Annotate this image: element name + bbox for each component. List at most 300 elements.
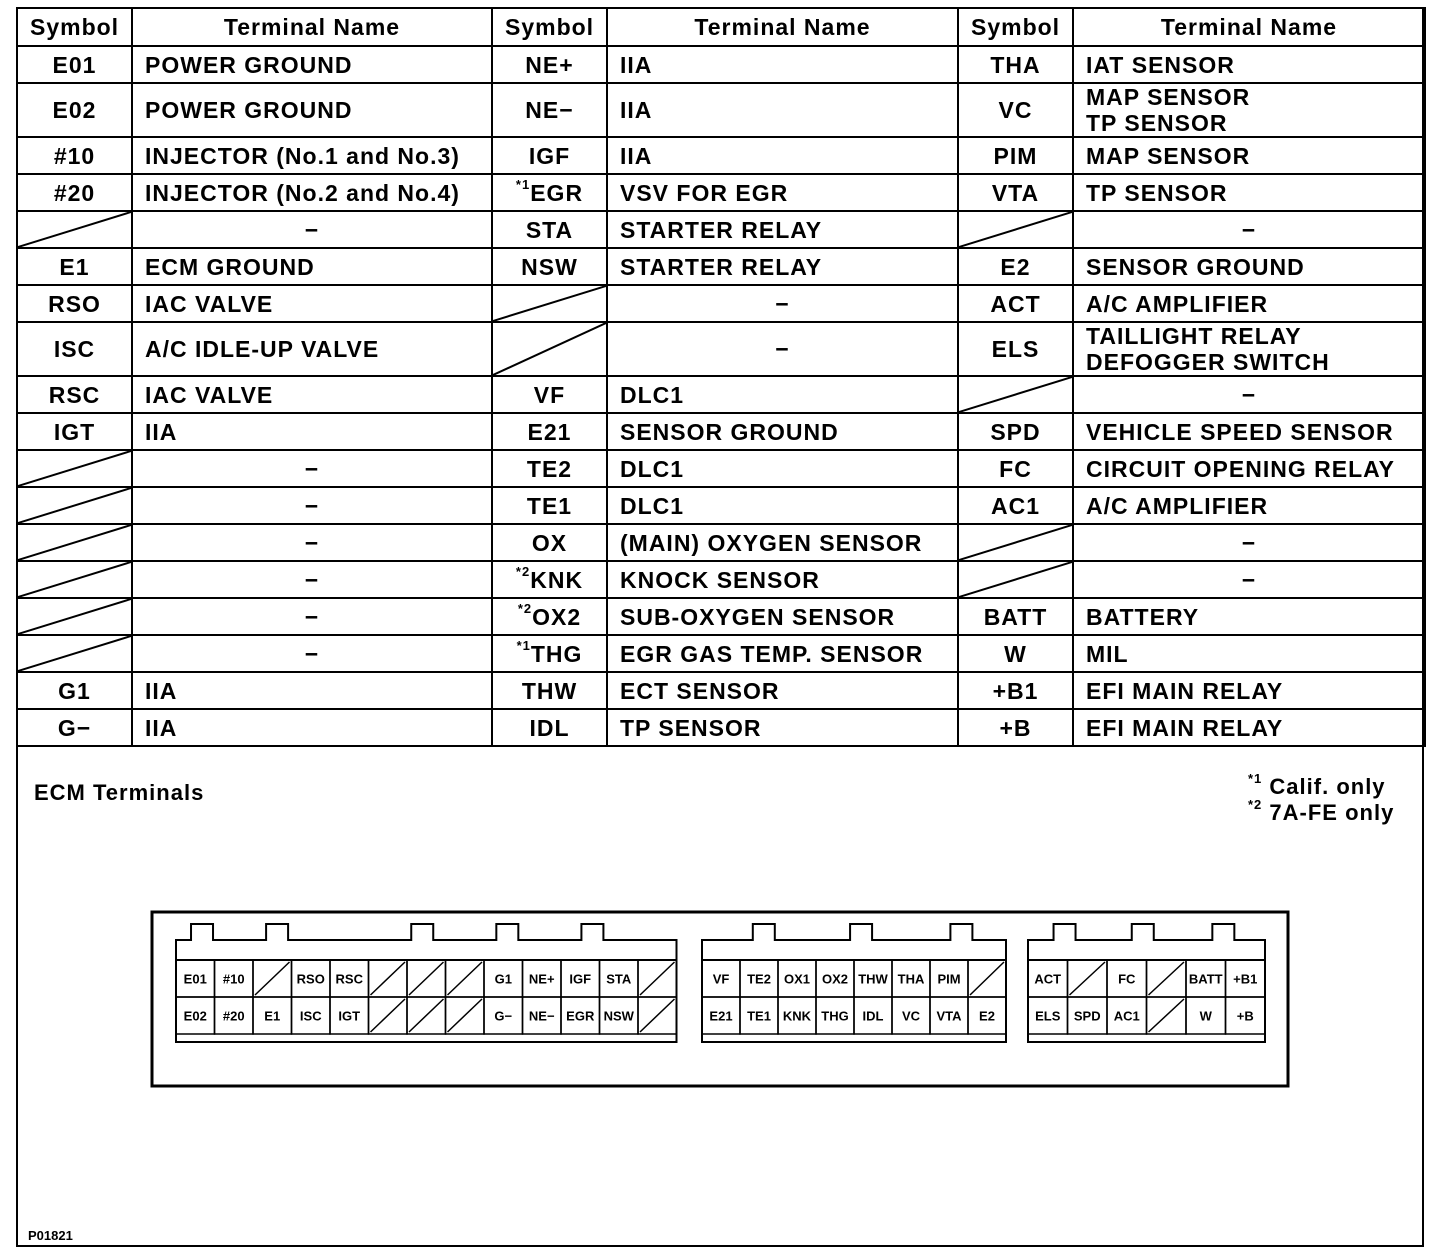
pin-label: KNK	[782, 1008, 812, 1024]
symbol-text: VC	[998, 97, 1033, 123]
terminal-name	[1073, 450, 1425, 487]
symbol-text: STA	[525, 216, 574, 243]
terminal-name-text: IIA	[620, 97, 653, 123]
symbol-text: E1	[59, 253, 90, 280]
terminal-name	[607, 635, 958, 672]
terminal-symbol	[492, 376, 607, 413]
symbol-text: FC	[999, 455, 1032, 482]
pin-label: G1	[494, 971, 512, 987]
terminal-name	[1073, 376, 1425, 413]
terminal-name	[607, 83, 958, 137]
symbol-text: BATT	[983, 603, 1048, 630]
terminal-name	[132, 211, 492, 248]
pin-slash	[255, 962, 290, 995]
terminal-name-text: DEFOGGER SWITCH	[1086, 349, 1330, 375]
terminal-name	[607, 174, 958, 211]
symbol-text: OX2	[532, 603, 582, 630]
diagonal-slash	[18, 451, 131, 486]
terminal-name-text: STARTER RELAY	[620, 253, 823, 280]
terminal-symbol	[958, 285, 1073, 322]
terminal-name-text: DLC1	[620, 492, 685, 519]
terminal-name	[1073, 598, 1425, 635]
terminal-symbol	[17, 672, 132, 709]
terminal-name	[607, 322, 958, 376]
pin-label: #10	[222, 971, 245, 987]
footnote-mark: *1	[515, 176, 531, 192]
terminal-name	[1073, 174, 1425, 211]
symbol-header: Symbol	[17, 8, 132, 46]
diagonal-slash	[493, 286, 606, 321]
terminal-name	[1073, 413, 1425, 450]
pin-label: EGR	[566, 1008, 595, 1024]
terminal-name	[607, 709, 958, 746]
terminal-symbol	[958, 46, 1073, 83]
terminal-symbol	[958, 709, 1073, 746]
terminal-name	[132, 561, 492, 598]
symbol-text: ACT	[990, 290, 1041, 317]
terminal-name	[132, 709, 492, 746]
terminal-name-text: EGR GAS TEMP. SENSOR	[620, 640, 924, 667]
terminal-name-text: POWER GROUND	[145, 51, 353, 78]
terminal-name-text: SENSOR GROUND	[1086, 253, 1305, 280]
table-row	[17, 598, 1425, 635]
terminal-name-text: IAC VALVE	[145, 381, 274, 408]
terminal-symbol	[492, 524, 607, 561]
pin-label: OX1	[783, 971, 811, 987]
symbol-text: EGR	[530, 179, 584, 206]
terminal-name	[1073, 322, 1425, 376]
table-row	[17, 83, 1425, 137]
terminal-name-text: −	[304, 492, 320, 519]
terminal-name-text: A/C IDLE-UP VALVE	[145, 336, 380, 362]
table-row	[17, 248, 1425, 285]
terminal-symbol	[492, 635, 607, 672]
table-row	[17, 672, 1425, 709]
terminal-name	[1073, 211, 1425, 248]
terminal-name-text: IIA	[620, 51, 653, 78]
pin-label: SPD	[1073, 1008, 1101, 1024]
terminal-name	[607, 248, 958, 285]
diagonal-slash	[18, 525, 131, 560]
pin-label: VTA	[936, 1008, 962, 1024]
footnotes	[1248, 771, 1395, 826]
pin-slash	[371, 999, 406, 1032]
diagonal-slash	[959, 525, 1072, 560]
terminal-name	[1073, 487, 1425, 524]
terminal-symbol	[958, 248, 1073, 285]
terminal-symbol	[492, 174, 607, 211]
terminal-name	[607, 524, 958, 561]
terminal-name-text: MAP SENSOR	[1086, 142, 1251, 169]
terminal-symbol	[17, 709, 132, 746]
symbol-text: SPD	[990, 418, 1041, 445]
empty-symbol-cell	[17, 211, 132, 248]
connector-block3	[1028, 924, 1265, 1042]
pin-label: TE1	[747, 1008, 771, 1024]
terminal-name-text: SENSOR GROUND	[620, 418, 839, 445]
terminal-symbol	[17, 46, 132, 83]
terminal-name	[132, 487, 492, 524]
table-row	[17, 174, 1425, 211]
terminal-symbol	[17, 83, 132, 137]
pin-label: IDL	[862, 1008, 884, 1024]
pin-label: NE−	[528, 1008, 555, 1024]
pin-slash	[1149, 962, 1185, 995]
pin-label: W	[1199, 1008, 1212, 1024]
footnote	[1248, 771, 1394, 800]
pin-label: E2	[979, 1008, 995, 1024]
terminal-name	[132, 137, 492, 174]
terminal-name-text: −	[304, 529, 320, 556]
terminal-name-text: ECM GROUND	[145, 253, 315, 280]
terminal-name-text: KNOCK SENSOR	[620, 566, 820, 593]
diagonal-slash	[18, 562, 131, 597]
terminal-name-text: −	[1241, 381, 1257, 408]
terminal-name-text: −	[1241, 529, 1257, 556]
pin-label: +B	[1236, 1008, 1254, 1024]
symbol-text: NE−	[525, 97, 574, 123]
terminal-name	[1073, 137, 1425, 174]
terminal-symbol	[492, 450, 607, 487]
terminal-symbol	[492, 487, 607, 524]
terminal-name	[607, 487, 958, 524]
terminal-name	[607, 137, 958, 174]
diagonal-slash	[493, 323, 606, 375]
symbol-text: IDL	[529, 714, 570, 741]
terminal-name	[1073, 635, 1425, 672]
terminal-name	[132, 46, 492, 83]
terminal-name	[1073, 248, 1425, 285]
terminal-name	[607, 413, 958, 450]
pin-label: E21	[709, 1008, 733, 1024]
pin-label: STA	[606, 971, 632, 987]
symbol-text: RSC	[48, 381, 101, 408]
terminal-symbol	[17, 248, 132, 285]
pin-slash	[640, 962, 675, 995]
diagonal-slash	[18, 599, 131, 634]
terminal-table	[16, 7, 1426, 747]
empty-symbol-cell	[17, 635, 132, 672]
terminal-name-text: −	[1241, 566, 1257, 593]
terminal-name-text: IAC VALVE	[145, 290, 274, 317]
table-row	[17, 524, 1425, 561]
terminal-name-text: INJECTOR (No.2 and No.4)	[145, 179, 460, 206]
terminal-name	[132, 248, 492, 285]
pin-label: VF	[712, 971, 730, 987]
terminal-name	[132, 322, 492, 376]
pin-label: AC1	[1113, 1008, 1140, 1024]
footnote-mark: *1	[516, 637, 531, 653]
symbol-text: IGT	[53, 418, 96, 445]
footnote-mark: *2	[1248, 797, 1263, 812]
terminal-name-text: −	[304, 216, 320, 243]
terminal-name-text: BATTERY	[1086, 603, 1200, 630]
diagonal-slash	[959, 562, 1072, 597]
footnote-mark: *1	[1248, 771, 1263, 786]
empty-symbol-cell	[17, 524, 132, 561]
terminal-name-text: IIA	[145, 677, 178, 704]
symbol-text: KNK	[530, 566, 584, 593]
terminal-name	[132, 376, 492, 413]
terminal-name	[132, 83, 492, 137]
terminal-name-text: INJECTOR (No.1 and No.3)	[145, 142, 460, 169]
terminal-symbol	[17, 137, 132, 174]
pin-slash	[1149, 999, 1185, 1032]
symbol-text: VF	[533, 381, 566, 408]
terminal-symbol	[492, 709, 607, 746]
terminal-name-text: TP SENSOR	[620, 714, 762, 741]
symbol-text: NE+	[525, 51, 574, 78]
terminal-name-text: MAP SENSOR	[1086, 84, 1251, 110]
terminal-symbol	[958, 598, 1073, 635]
terminal-symbol	[492, 46, 607, 83]
terminal-name-text: (MAIN) OXYGEN SENSOR	[620, 529, 923, 556]
terminal-name	[132, 413, 492, 450]
terminal-symbol	[492, 83, 607, 137]
pin-label: THA	[897, 971, 925, 987]
terminal-name-text: EFI MAIN RELAY	[1086, 677, 1284, 704]
diagonal-slash	[959, 377, 1072, 412]
symbol-text: PIM	[993, 142, 1038, 169]
symbol-text: AC1	[990, 492, 1040, 519]
terminal-symbol	[958, 83, 1073, 137]
empty-symbol-cell	[17, 598, 132, 635]
diagonal-slash	[18, 636, 131, 671]
terminal-name-text: A/C AMPLIFIER	[1086, 492, 1269, 519]
pin-label: VC	[901, 1008, 921, 1024]
symbol-text: THA	[990, 51, 1041, 78]
terminal-name	[607, 46, 958, 83]
symbol-text: +B	[999, 714, 1032, 741]
symbol-text: ISC	[53, 336, 96, 362]
terminal-name	[607, 285, 958, 322]
symbol-text: THW	[521, 677, 578, 704]
terminal-name-text: MIL	[1086, 640, 1129, 667]
symbol-text: #10	[53, 142, 96, 169]
empty-symbol-cell	[17, 561, 132, 598]
symbol-text: RSO	[48, 290, 101, 317]
terminal-name	[132, 450, 492, 487]
pin-label: BATT	[1188, 971, 1223, 987]
terminal-name-text: −	[1241, 216, 1257, 243]
terminal-name-text: TP SENSOR	[1086, 110, 1228, 136]
table-row	[17, 211, 1425, 248]
pin-slash	[448, 999, 483, 1032]
table-row	[17, 137, 1425, 174]
ecm-connector-diagram	[150, 910, 1290, 1090]
terminal-name-text: ECT SENSOR	[620, 677, 780, 704]
symbol-text: E21	[527, 418, 572, 445]
terminal-symbol	[17, 285, 132, 322]
terminal-symbol	[958, 635, 1073, 672]
symbol-text: TE2	[526, 455, 573, 482]
pin-label: RSO	[296, 971, 325, 987]
table-row	[17, 285, 1425, 322]
diagonal-slash	[18, 212, 131, 247]
symbol-text: E2	[1000, 253, 1031, 280]
terminal-name	[607, 211, 958, 248]
terminal-symbol	[958, 450, 1073, 487]
symbol-text: G1	[58, 677, 91, 704]
terminal-symbol	[492, 211, 607, 248]
connector-frame	[152, 912, 1288, 1086]
symbol-header: Symbol	[958, 8, 1073, 46]
table-row	[17, 635, 1425, 672]
symbol-text: THG	[530, 640, 583, 667]
terminal-symbol	[17, 376, 132, 413]
terminal-name-text: VSV FOR EGR	[620, 179, 789, 206]
terminal-symbol	[492, 598, 607, 635]
empty-symbol-cell	[17, 450, 132, 487]
terminal-name-text: TP SENSOR	[1086, 179, 1228, 206]
terminal-name	[607, 450, 958, 487]
terminal-name-text: DLC1	[620, 455, 685, 482]
footnote-text: 7A-FE only	[1269, 800, 1395, 825]
symbol-text: #20	[53, 179, 96, 206]
footnote-text: Calif. only	[1269, 774, 1386, 799]
diagonal-slash	[18, 488, 131, 523]
symbol-text: W	[1004, 640, 1027, 667]
terminal-name-text: DLC1	[620, 381, 685, 408]
terminal-name-text: VEHICLE SPEED SENSOR	[1086, 418, 1394, 445]
pin-slash	[409, 999, 444, 1032]
terminal-name-text: IIA	[620, 142, 653, 169]
pin-label: OX2	[821, 971, 849, 987]
terminal-name-text: TAILLIGHT RELAY	[1086, 323, 1302, 349]
terminal-name-text: IIA	[145, 418, 178, 445]
diagonal-slash	[959, 212, 1072, 247]
terminal-name	[132, 285, 492, 322]
terminal-name-text: EFI MAIN RELAY	[1086, 714, 1284, 741]
symbol-text: IGF	[528, 142, 571, 169]
connector-block2	[702, 924, 1006, 1042]
pin-slash	[409, 962, 444, 995]
terminal-name-text: −	[775, 336, 790, 362]
empty-symbol-cell	[958, 524, 1073, 561]
terminal-name	[1073, 83, 1425, 137]
table-row	[17, 322, 1425, 376]
table-row	[17, 46, 1425, 83]
terminal-name	[607, 561, 958, 598]
empty-symbol-cell	[958, 561, 1073, 598]
terminal-symbol	[17, 174, 132, 211]
terminal-symbol	[492, 672, 607, 709]
pin-label: NSW	[603, 1008, 634, 1024]
pin-label: RSC	[335, 971, 363, 987]
pin-label: FC	[1118, 971, 1136, 987]
pin-slash	[970, 962, 1004, 995]
connector-block1	[176, 924, 677, 1042]
terminal-symbol	[17, 322, 132, 376]
terminal-symbol	[958, 413, 1073, 450]
pin-slash	[371, 962, 406, 995]
terminal-name	[132, 524, 492, 561]
table-row	[17, 487, 1425, 524]
terminal-name	[1073, 524, 1425, 561]
terminal-name-header: Terminal Name	[607, 8, 958, 46]
terminal-name	[132, 672, 492, 709]
pin-label: PIM	[937, 971, 961, 987]
terminal-name-text: −	[304, 455, 320, 482]
terminal-name-header: Terminal Name	[132, 8, 492, 46]
terminal-name-text: CIRCUIT OPENING RELAY	[1086, 455, 1395, 482]
pin-label: THG	[821, 1008, 849, 1024]
footnote-mark: *2	[515, 563, 531, 579]
symbol-text: TE1	[526, 492, 573, 519]
terminal-symbol	[958, 174, 1073, 211]
pin-label: E01	[183, 971, 207, 987]
terminal-name	[132, 174, 492, 211]
pin-slash	[640, 999, 675, 1032]
table-row	[17, 561, 1425, 598]
terminal-name-text: −	[304, 640, 320, 667]
pin-slash	[1070, 962, 1106, 995]
pin-label: G−	[494, 1008, 513, 1024]
figure-code: P01821	[28, 1228, 73, 1243]
terminal-name-text: IIA	[145, 714, 178, 741]
pin-label: THW	[858, 971, 888, 987]
terminal-name-text: A/C AMPLIFIER	[1086, 290, 1269, 317]
empty-symbol-cell	[492, 322, 607, 376]
pin-label: ELS	[1035, 1008, 1061, 1024]
ecm-terminals-caption: ECM Terminals	[34, 780, 205, 805]
terminal-name	[1073, 285, 1425, 322]
terminal-symbol	[958, 322, 1073, 376]
empty-symbol-cell	[492, 285, 607, 322]
terminal-name-text: −	[304, 603, 320, 630]
symbol-text: OX	[531, 529, 568, 556]
terminal-symbol	[958, 672, 1073, 709]
terminal-name	[1073, 561, 1425, 598]
table-row	[17, 709, 1425, 746]
terminal-symbol	[492, 137, 607, 174]
pin-label: IGT	[338, 1008, 361, 1024]
empty-symbol-cell	[958, 376, 1073, 413]
symbol-text: +B1	[992, 677, 1039, 704]
pin-slash	[448, 962, 483, 995]
terminal-symbol	[492, 413, 607, 450]
terminal-name-text: −	[304, 566, 320, 593]
table-row	[17, 376, 1425, 413]
pin-label: +B1	[1233, 971, 1258, 987]
pin-label: #20	[222, 1008, 245, 1024]
terminal-symbol	[492, 561, 607, 598]
terminal-name-text: SUB-OXYGEN SENSOR	[620, 603, 896, 630]
pin-label: NE+	[528, 971, 555, 987]
terminal-symbol	[17, 413, 132, 450]
terminal-name	[1073, 672, 1425, 709]
pin-label: E02	[183, 1008, 207, 1024]
table-header-row	[17, 8, 1425, 46]
symbol-text: VTA	[991, 179, 1040, 206]
table-row	[17, 413, 1425, 450]
pin-label: E1	[264, 1008, 281, 1024]
pin-label: ISC	[299, 1008, 322, 1024]
symbol-text: E02	[52, 97, 97, 123]
footnote-mark: *2	[517, 600, 533, 616]
terminal-name	[1073, 709, 1425, 746]
terminal-symbol	[492, 248, 607, 285]
symbol-text: E01	[52, 51, 97, 78]
empty-symbol-cell	[17, 487, 132, 524]
terminal-symbol	[958, 137, 1073, 174]
connector-housing	[176, 924, 677, 1042]
terminal-name	[132, 635, 492, 672]
pin-label: ACT	[1034, 971, 1062, 987]
terminal-name-text: STARTER RELAY	[620, 216, 823, 243]
terminal-name	[607, 376, 958, 413]
terminal-name	[607, 598, 958, 635]
